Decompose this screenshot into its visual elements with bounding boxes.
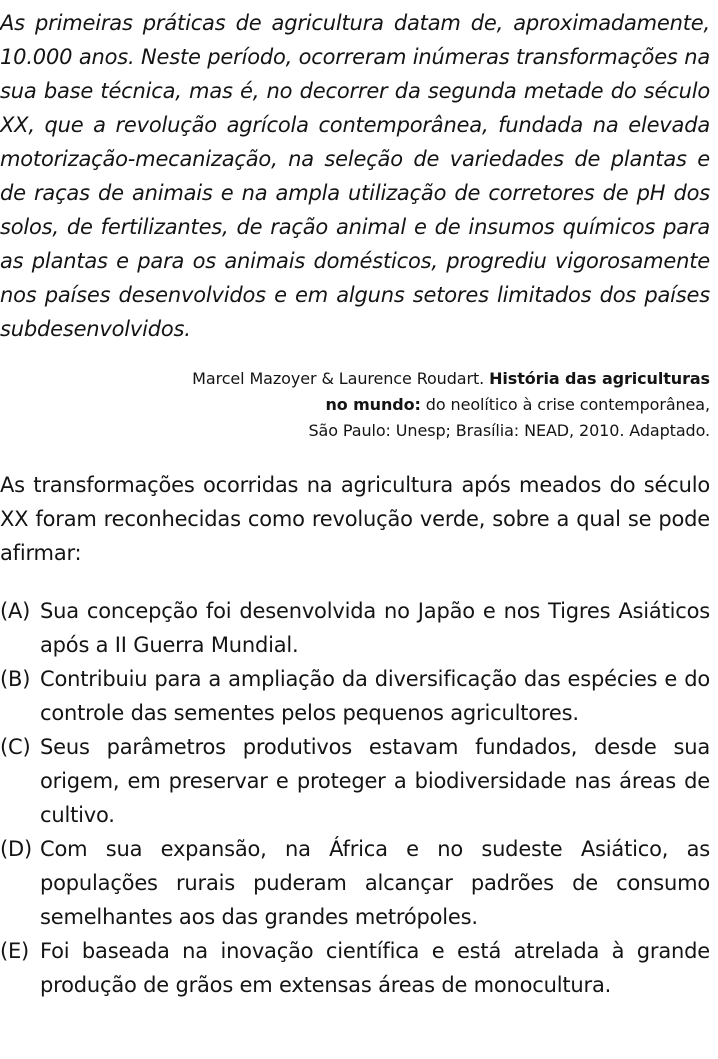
citation-authors: Marcel Mazoyer & Laurence Roudart. xyxy=(192,369,490,388)
option-e-text: Foi baseada na inovação científica e está atrelada à grande produção de grãos em extensas áreas de monocultura. xyxy=(40,939,710,997)
option-b-letter: (B) xyxy=(0,667,31,691)
option-d-letter: (D) xyxy=(0,837,32,861)
citation-line-1 xyxy=(0,366,710,392)
option-a-letter: (A) xyxy=(0,599,31,623)
answer-options xyxy=(0,594,710,1002)
option-e-letter: (E) xyxy=(0,939,30,963)
citation xyxy=(0,366,710,444)
option-d-text: Com sua expansão, na África e no sudeste Asiático, as populações rurais puderam alcançar padrões de consumo semelhantes aos das grandes metrópoles. xyxy=(40,837,710,929)
question-stem: As transformações ocorridas na agricultura após meados do século XX foram reconhecidas como revolução verde, sobre a qual se pode afirmar: xyxy=(0,473,710,565)
option-c-letter: (C) xyxy=(0,735,31,759)
citation-publisher: São Paulo: Unesp; Brasília: NEAD, 2010. Adaptado. xyxy=(308,421,710,440)
option-c-text: Seus parâmetros produtivos estavam fundados, desde sua origem, em preservar e proteger a biodiversidade nas áreas de cultivo. xyxy=(40,735,710,827)
option-b xyxy=(0,662,710,730)
option-c xyxy=(0,730,710,832)
option-a-text: Sua concepção foi desenvolvida no Japão e nos Tigres Asiáticos após a II Guerra Mundial. xyxy=(40,599,710,657)
citation-subtitle: do neolítico à crise contemporânea, xyxy=(420,395,710,414)
passage-text: As primeiras práticas de agricultura datam de, aproximadamente, 10.000 anos. Neste período, ocorreram inúmeras transformações na sua base técnica, mas é, no decorrer da segunda metade do século XX, que a revolução agrícola contemporânea, fundada na elevada motorização-mecanização, na seleção de variedades de plantas e de raças de animais e na ampla utilização de corretores de pH dos solos, de fertilizantes, de ração animal e de insumos químicos para as plantas e para os animais domésticos, progrediu vigorosamente nos países desenvolvidos e em alguns setores limitados dos países subdesenvolvidos. xyxy=(0,11,710,341)
option-a xyxy=(0,594,710,662)
citation-title-part2: no mundo: xyxy=(325,395,421,414)
option-d xyxy=(0,832,710,934)
option-e xyxy=(0,934,710,1002)
option-b-text: Contribuiu para a ampliação da diversificação das espécies e do controle das sementes pelos pequenos agricultores. xyxy=(40,667,710,725)
citation-line-2 xyxy=(0,392,710,418)
citation-title-part1: História das agriculturas xyxy=(489,369,710,388)
